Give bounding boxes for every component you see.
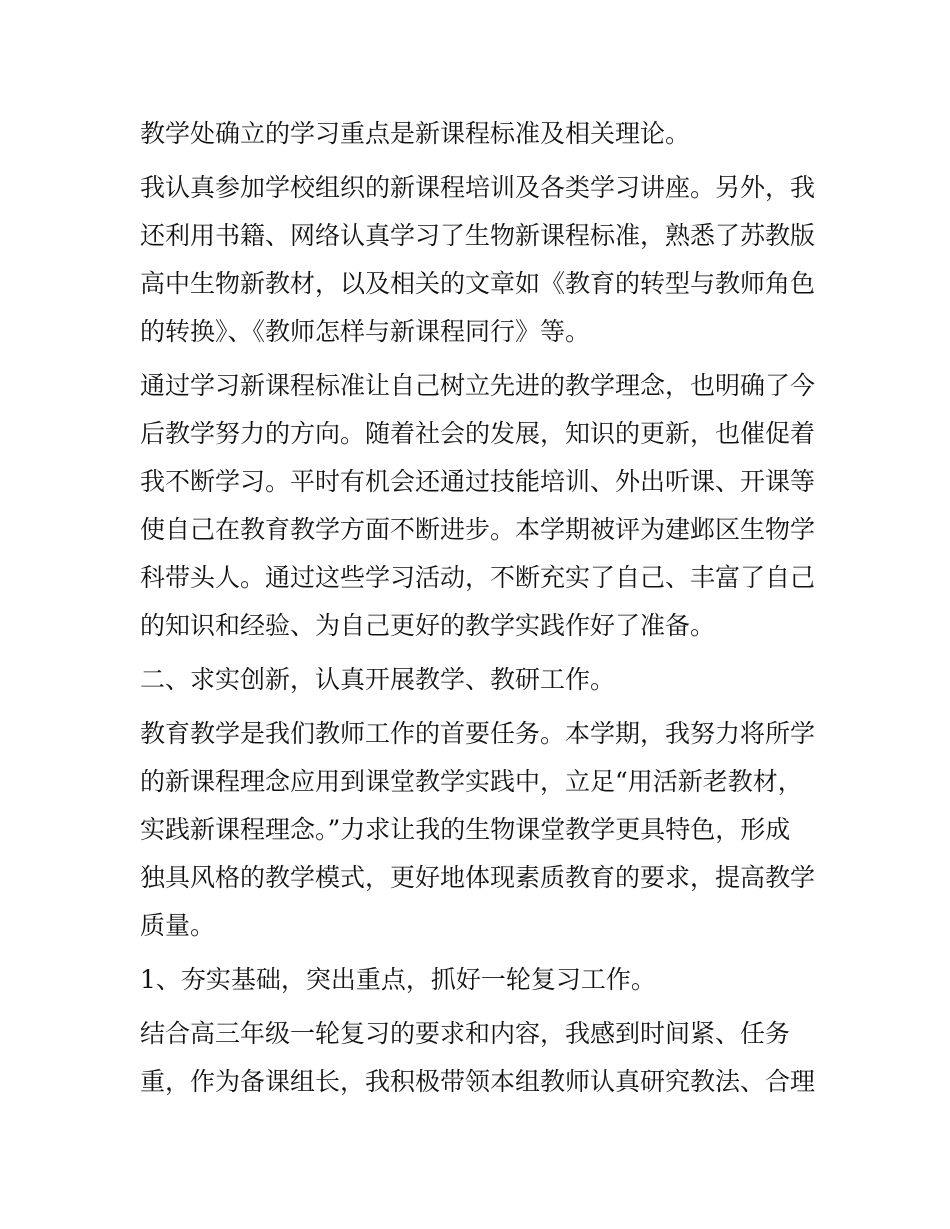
text-line: 高中生物新教材，以及相关的文章如《教育的转型与教师角色 — [140, 269, 816, 298]
text-line: 后教学努力的方向。随着社会的发展，知识的更新，也催促着 — [140, 419, 816, 448]
text-line: 重，作为备课组长，我积极带领本组教师认真研究教法、合理 — [140, 1067, 816, 1096]
text-line: 质量。 — [140, 911, 216, 940]
text-line: 我认真参加学校组织的新课程培训及各类学习讲座。另外，我 — [140, 173, 816, 202]
text-line: 结合高三年级一轮复习的要求和内容，我感到时间紧、任务 — [140, 1019, 791, 1048]
text-line: 独具风格的教学模式，更好地体现素质教育的要求，提高教学 — [140, 863, 816, 892]
document-body — [140, 110, 820, 1106]
text-line: 我不断学习。平时有机会还通过技能培训、外出听课、开课等 — [140, 467, 816, 496]
text-line: 使自己在教育教学方面不断进步。本学期被评为建邺区生物学 — [140, 515, 816, 544]
text-line: 实践新课程理念。”力求让我的生物课堂教学更具特色，形成 — [140, 815, 791, 844]
text-line: 教学处确立的学习重点是新课程标准及相关理论。 — [140, 119, 691, 148]
text-line: 通过学习新课程标准让自己树立先进的教学理念，也明确了今 — [140, 371, 816, 400]
text-line: 的知识和经验、为自己更好的教学实践作好了准备。 — [140, 611, 716, 640]
subsection-heading: 1、夯实基础，突出重点，抓好一轮复习工作。 — [140, 965, 656, 994]
section-heading: 二、求实创新，认真开展教学、教研工作。 — [140, 665, 616, 694]
text-line: 还利用书籍、网络认真学习了生物新课程标准，熟悉了苏教版 — [140, 221, 816, 250]
text-line: 的新课程理念应用到课堂教学实践中，立足“用活新老教材， — [140, 767, 803, 796]
text-line: 教育教学是我们教师工作的首要任务。本学期，我努力将所学 — [140, 719, 816, 748]
text-line: 科带头人。通过这些学习活动，不断充实了自己、丰富了自己 — [140, 563, 816, 592]
text-line: 的转换》、《教师怎样与新课程同行》等。 — [140, 317, 591, 346]
